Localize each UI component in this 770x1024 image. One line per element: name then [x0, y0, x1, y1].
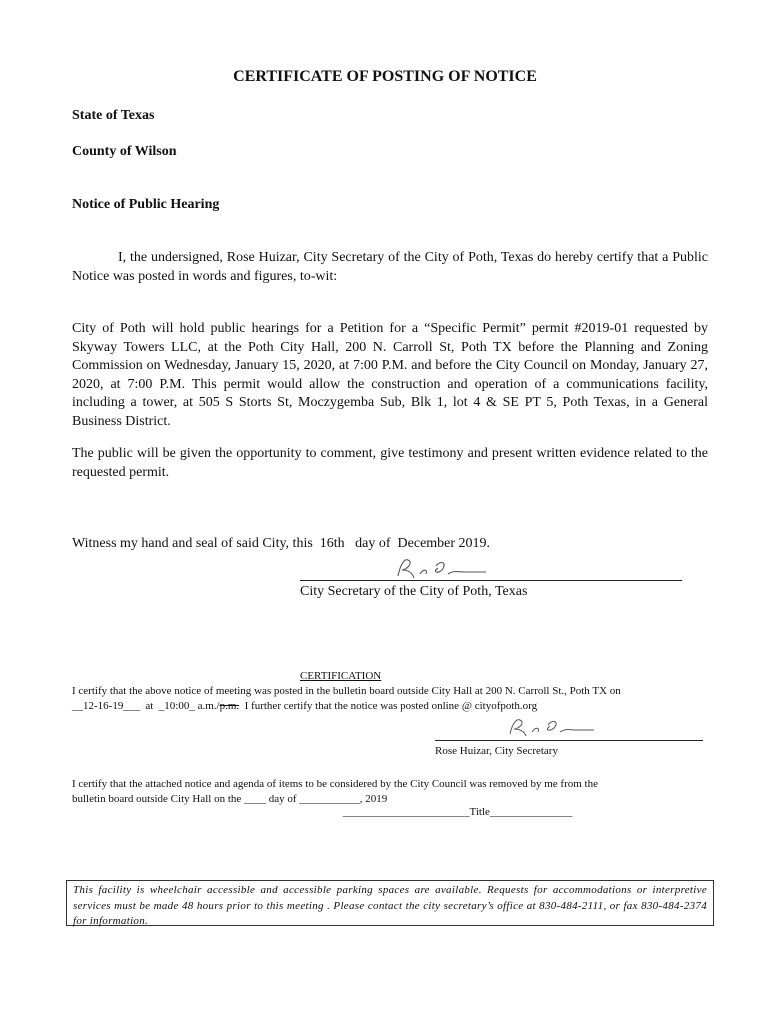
removal-certification	[72, 777, 708, 807]
certification-heading: CERTIFICATION	[300, 670, 382, 682]
notice-body-paragraph: City of Poth will hold public hearings for a Petition for a “Specific Permit” permit #2019-01 requested by Skyway Towers LLC, at the Poth City Hall, 200 N. Carroll St, Poth TX before the Planning and Zoning Commission on Wednesday, January 15, 2020, at 7:00 P.M. and before the City Council on Monday, January 27, 2020, at 7:00 P.M. This permit would allow the construction and operation of a communications facility, including a tower, at 505 S Storts St, Moczygemba Sub, Blk 1, lot 4 & SE PT 5, Poth Texas, in a General Business District.	[72, 321, 708, 429]
removal-line-2: bulletin board outside City Hall on the ____ day of ___________, 2019	[72, 793, 388, 805]
handwritten-signature	[368, 556, 498, 582]
public-comment-paragraph: The public will be given the opportunity to comment, give testimony and present written evidence related to the requested permit.	[72, 446, 708, 480]
pm-struck-text: p.m.	[219, 700, 240, 712]
certification-signature-line	[435, 740, 703, 741]
accessibility-notice-box: This facility is wheelchair accessible and accessible parking spaces are available. Requests for accommodations or interpretive services must be made 48 hours prior to this meeting . Please contact the city secretary’s office at 830-484-2111, or fax 830-484-2374 for information.	[66, 880, 714, 926]
intro-paragraph: I, the undersigned, Rose Huizar, City Secretary of the City of Poth, Texas do hereby certify that a Public Notice was posted in words and figures, to-wit:	[72, 250, 708, 284]
signer-title: City Secretary of the City of Poth, Texas	[300, 584, 528, 599]
certification-line-1: I certify that the above notice of meeting was posted in the bulletin board outside City Hall at 200 N. Carroll St., Poth TX on	[72, 685, 621, 697]
online-posting-text: I further certify that the notice was posted online @ cityofpoth.org	[239, 700, 538, 712]
document-title: CERTIFICATE OF POSTING OF NOTICE	[233, 68, 537, 85]
certification-signer: Rose Huizar, City Secretary	[435, 745, 558, 757]
witness-line: Witness my hand and seal of said City, this 16th day of December 2019.	[72, 536, 491, 551]
removal-title-line: _______________________Title_______________	[343, 806, 573, 818]
removal-line-1: I certify that the attached notice and agenda of items to be considered by the City Council was removed by me from the	[72, 778, 598, 790]
certification-signature	[486, 716, 606, 740]
notice-heading: Notice of Public Hearing	[72, 197, 220, 212]
signature-line	[300, 580, 682, 581]
state-label: State of Texas	[72, 108, 155, 123]
certification-text	[72, 684, 708, 714]
county-label: County of Wilson	[72, 144, 177, 159]
certification-line-2	[72, 699, 708, 714]
posting-date-time: __12-16-19___ at _10:00_ a.m./	[72, 700, 220, 712]
